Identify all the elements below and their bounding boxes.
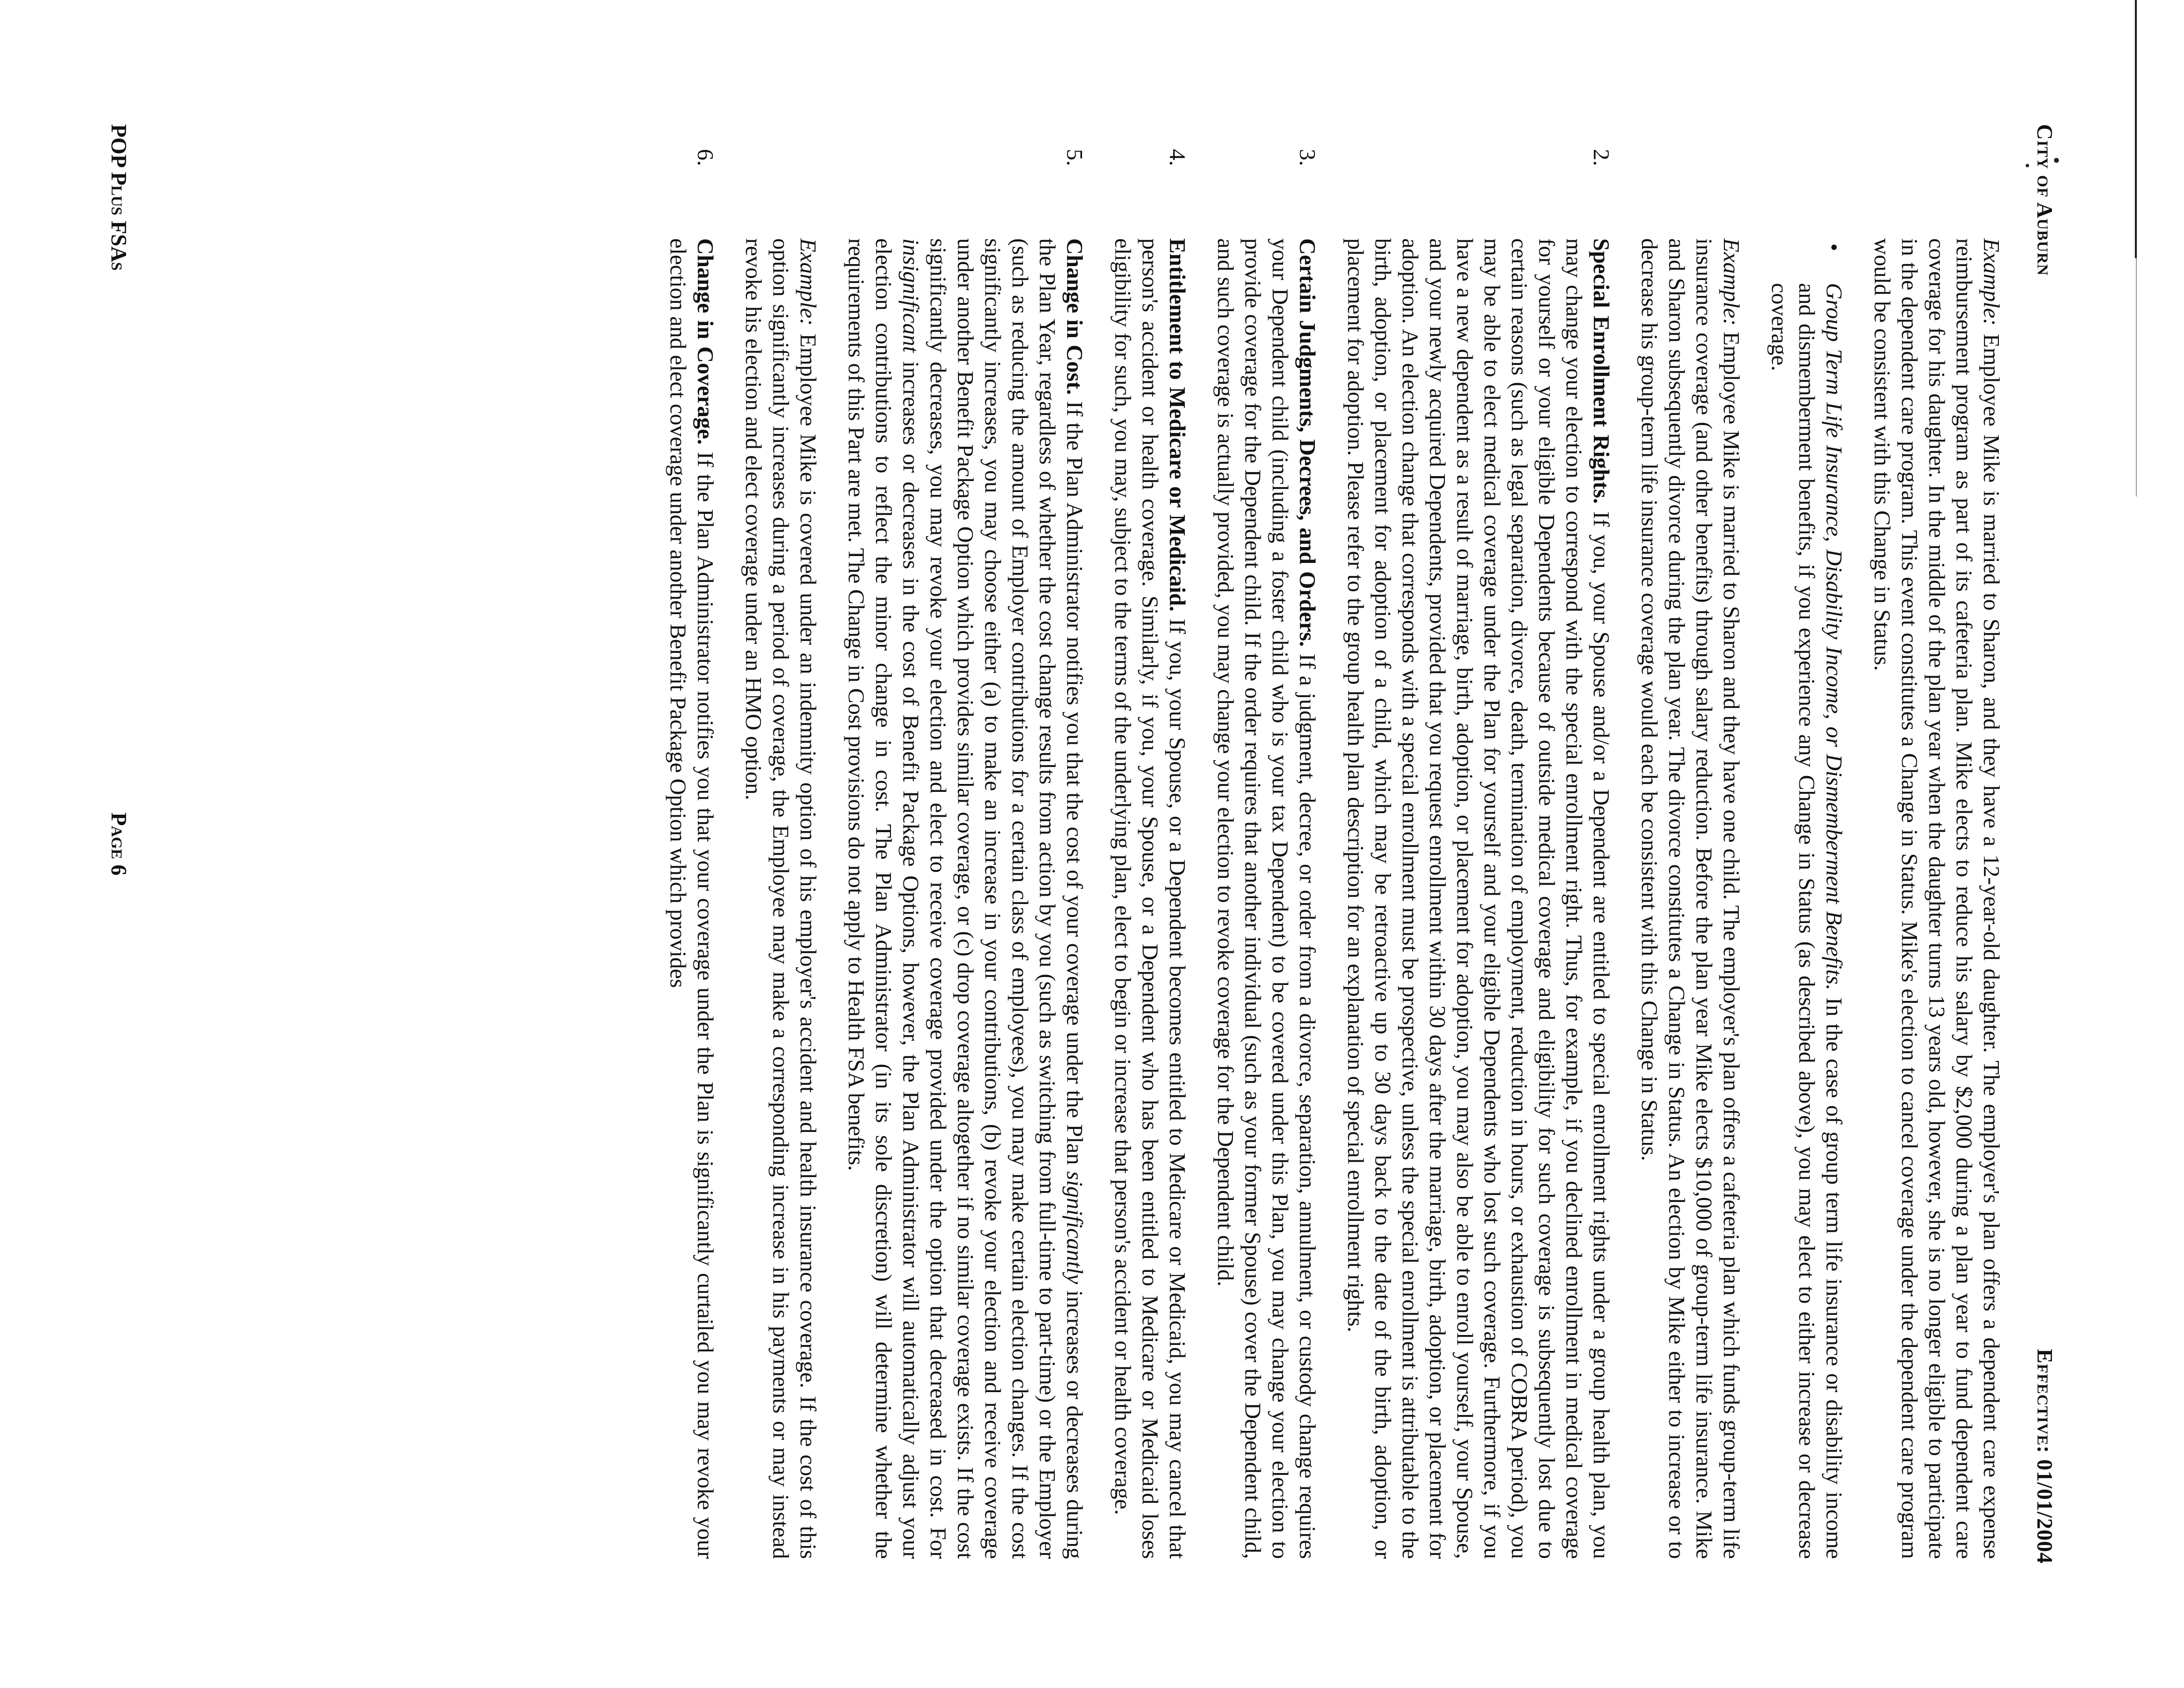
section-item-4 [1109,139,1191,1559]
item-text: If the Plan Administrator notifies you that the cost of your coverage under the Plan [1062,401,1088,1165]
item-number: 4. [1165,149,1190,166]
item-text: increases or decreases during the Plan Year, regardless of whether the cost change results from action by you (such as switching from full-time to part-time) or the Employer (such as reducing the amount of Employer contributions for a certain class of employees), you may make certain election changes. If the cost significantly increases, you may choose either (a) to make an increase in your contributions, (b) revoke your election and receive coverage under another Benefit Package Option which provides similar coverage, or (c) drop coverage altogether if no similar coverage exists. If the cost significantly decreases, you may revoke your election and elect to receive coverage provided under the option that decreased in cost. For [926,238,1088,1559]
item-text: If you, your Spouse, or a Dependent becomes entitled to Medicare or Medicaid, you may cancel that person's accident or health coverage. Similarly, if you, your Spouse, or a Dependent who has been entitled to Medicare or Medicaid loses eligibility for such, you may, subject to the terms of the underlying plan, elect to begin or increase that person's accident or health coverage. [1110,238,1190,1559]
item-number: 6. [693,149,718,166]
example-text: Employee Mike is married to Sharon and they have one child. The employer's plan offers a cafeteria plan which funds group-term life insurance coverage (and other benefits) through salary reduction. Before the plan year Mike elects $10,000 of group-term life insurance. Mike and Sharon subsequently divorce during the plan year. The divorce constitutes a Change in Status. An election by Mike either to increase or to decrease his group-term life insurance coverage would each be consistent with this Change in Status. [1637,238,1744,1559]
item-text: increases or decreases in the cost of Benefit Package Options, however, the Plan Administrator will automatically adjust your election contributions to reflect the minor change in cost. The Plan Administrator (in its sole discretion) will determine whether the requirements of this Part are met. The Change in Cost provisions do not apply to Health FSA benefits. [844,238,924,1559]
item-heading: Certain Judgments, Decrees, and Orders. [1295,238,1320,647]
item-text: If the Plan Administrator notifies you that your coverage under the Plan is significantly curtailed you may revoke your election and elect coverage under another Benefit Package Option which provides [666,238,718,1559]
section-item-6 [665,139,719,1559]
section-item-3 [1212,139,1321,1559]
item-text: If you, your Spouse and/or a Dependent are entitled to special enrollment rights under a group health plan, you may change your election to correspond with the special enrollment right. Thus, for example, if you declined enrollment in medical coverage for yourself or your eligible Dependents because of outside medical coverage and eligibility for such coverage is subsequently lost due to certain reasons (such as legal separation, divorce, death, termination of employment, reduction in hours, or exhaustion of COBRA period), you may be able to elect medical coverage under the Plan for yourself and your eligible Dependents who lost such coverage. Furthermore, if you have a new dependent as a result of marriage, birth, adoption, or placement for adoption, you may also be able to enroll yourself, your Spouse, and your newly acquired Dependents, provided that you request enrollment within 30 days after the marriage, birth, adoption, or placement for adoption. An election change that corresponds with a special enrollment must be prospective, unless the special enrollment is attributable to the birth, adoption, or placement for adoption of a child, which may be retroactive up to 30 days back to the date of the birth, adoption, or placement for adoption. Please refer to the group health plan description for an explanation of special enrollment rights. [1343,238,1614,1559]
header-effective-date: Effective: 01/01/2004 [2033,1348,2057,1564]
item-text: If a judgment, decree, or order from a divorce, separation, annulment, or custody change requires your Dependent child (including a foster child who is your tax Dependent) to be covered under this Plan, you may change your election to provide coverage for the Dependent child. If the order requires that another individual (such as your former Spouse) cover the Dependent child, and such coverage is actually provided, you may change your election to revoke coverage for the Dependent child. [1213,238,1320,1559]
header-org-name: City of Auburn [2033,124,2057,276]
item-heading: Special Enrollment Rights. [1589,238,1614,504]
footer-page-number: Page 6 [107,812,131,876]
section-item-2 [1342,139,1615,1559]
item-number: 3. [1295,149,1320,166]
example-change-in-cost [740,238,822,1559]
scan-edge-rule-faint [2136,258,2137,496]
item-number: 2. [1589,149,1614,166]
document-body [644,139,2005,1559]
item-emphasis: significantly [1062,1171,1088,1284]
example-label: Example: [796,238,821,326]
item-emphasis: insignificant [898,238,924,352]
example-dependent-care [1869,238,2005,1559]
example-text: Employee Mike is married to Sharon, and they have a 12-year-old daughter. The employer's plan offers a dependent care expense reimbursement program as part of its cafeteria plan. Mike elects to reduce his salary by $2,000 during a plan year to fund dependent care coverage for his daughter. In the middle of the plan year when the daughter turns 13 years old, however, she is no longer eligible to participate in the dependent care program. This event constitutes a Change in Status. Mike's election to cancel coverage under the dependent care program would be consistent with this Change in Status. [1870,238,2004,1559]
bullet-text: In the case of group term life insurance or disability income and dismemberment benefits, if you experience any Change in Status (as described above), you may elect to either increase or decrease coverage. [1767,283,1847,1559]
item-heading: Entitlement to Medicare or Medicaid. [1165,238,1190,612]
example-group-term [1636,238,1745,1559]
item-heading: Change in Cost. [1062,238,1088,395]
page-header [2028,124,2057,1564]
bullet-icon: • [1822,243,1847,252]
item-heading: Change in Coverage. [693,238,718,445]
page-footer [102,124,132,1564]
scan-edge-rule [2135,0,2137,258]
example-label: Example: [1979,238,2004,326]
bullet-group-term [1766,238,1848,1559]
section-item-5 [843,139,1089,1559]
footer-doc-title: POP Plus FSAs [107,124,131,271]
item-number: 5. [1062,149,1088,166]
example-text: Employee Mike is covered under an indemnity option of his employer's accident and health insurance coverage. If the cost of this option significantly increases during a period of coverage, the Employee may make a corresponding increase in his payments or may instead revoke his election and elect coverage under an HMO option. [741,238,821,1559]
example-label: Example: [1719,238,1744,326]
bullet-heading: Group Term Life Insurance, Disability Income, or Dismemberment Benefits. [1822,283,1847,990]
